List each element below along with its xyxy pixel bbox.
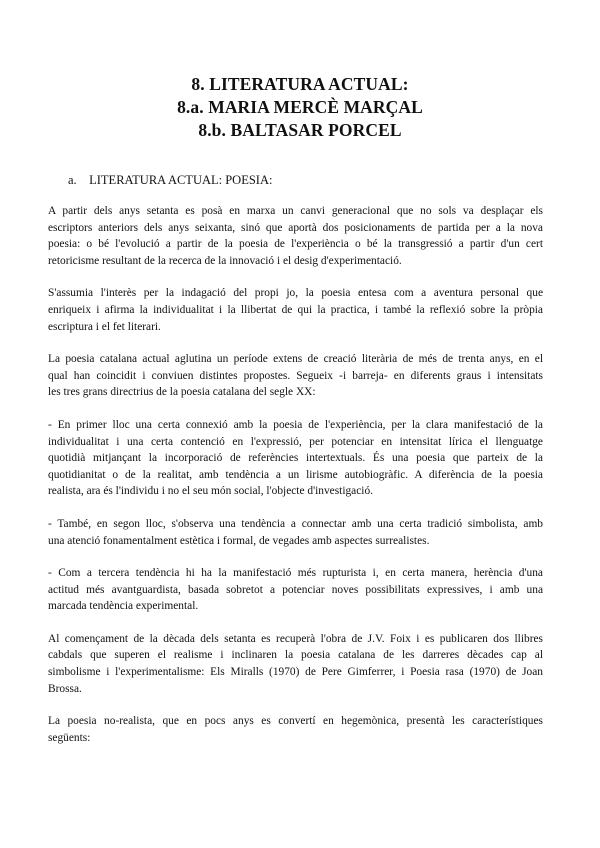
paragraph-line: quotidià mitjançant la incorporació de referències intertextuals. És una poesia que parteix de la [48, 452, 543, 465]
paragraph-line: individualitat i una certa contenció en l'expressió, per potenciar en intensitat lírica el llenguatge [48, 435, 543, 448]
paragraph-line: - També, en segon lloc, s'observa una tendència a connectar amb una certa tradició simbolista, amb [48, 517, 543, 530]
section-title: LITERATURA ACTUAL: POESIA: [89, 173, 273, 187]
paragraph-line: simbolisme i l'experimentalisme: Els Miralls (1970) de Pere Gimferrer, i Poesia rasa (1970) de Joan [48, 666, 543, 679]
title-line-2: 8.a. MARIA MERCÈ MARÇAL [177, 97, 423, 117]
paragraph-line: La poesia catalana actual aglutina un període extens de creació literària de més de trenta anys, en el [48, 353, 543, 366]
paragraph-line: poesia: o bé l'evolució a partir de la poesia de l'experiència o bé la transgressió a partir d'un cert [48, 238, 543, 251]
paragraph-7 [48, 631, 543, 697]
paragraph-line: marcada tendència experimental. [48, 600, 199, 613]
paragraph-5 [48, 516, 543, 549]
paragraph-4 [48, 417, 543, 500]
paragraph-line: qual han coincidit i conviuen distintes propostes. Segueix -i barreja- en diferents graus i intensitats [48, 369, 543, 382]
paragraph-3 [48, 351, 543, 401]
paragraph-line: enriqueix i afirma la individualitat i la llibertat de qui la practica, i també la reflexió sobre la pròpia [48, 303, 543, 316]
paragraph-8 [48, 713, 543, 746]
paragraph-line: escriptura i el fet literari. [48, 320, 161, 333]
paragraph-line: A partir dels anys setanta es posà en marxa un canvi generacional que no sols va desplaçar els [48, 205, 543, 217]
paragraph-line: escriptors anteriors dels anys seixanta, sinó que aportà dos posicionaments de partida per a la nova [48, 221, 543, 234]
paragraph-line: La poesia no-realista, que en pocs anys es convertí en hegemònica, presentà les característiques [48, 715, 543, 728]
paragraph-line: una atenció fonamentalment estètica i formal, de vegades amb aspectes surrealistes. [48, 534, 430, 547]
paragraph-line: cabdals que superen el realisme i inclinaren la poesia catalana de les darreres dècades cap al [48, 649, 543, 662]
paragraph-line: Al començament de la dècada dels setanta es recuperà l'obra de J.V. Foix i es publicaren dos llibres [48, 632, 543, 645]
document-body [48, 203, 543, 746]
paragraph-line: S'assumia l'interès per la indagació del propi jo, la poesia entesa com a aventura personal que [48, 287, 543, 300]
title-line-1: 8. LITERATURA ACTUAL: [191, 74, 409, 94]
paragraph-line: les tres grans directrius de la poesia catalana del segle XX: [48, 386, 316, 399]
title-line-3: 8.b. BALTASAR PORCEL [198, 120, 402, 140]
paragraph-line: Brossa. [48, 682, 82, 695]
paragraph-line: quotidianitat o de la realitat, amb tendència a un lirisme autobiogràfic. A diferència de la poesia [48, 468, 543, 481]
section-marker: a. [68, 173, 77, 187]
paragraph-6 [48, 565, 543, 615]
paragraph-line: retoricisme resultant de la recerca de la innovació i el desig d'experimentació. [48, 254, 402, 267]
paragraph-line: - En primer lloc una certa connexió amb la poesia de l'experiència, per la clara manifestació de la [48, 418, 543, 431]
section-heading [68, 172, 272, 188]
paragraph-line: següents: [48, 731, 91, 744]
paragraph-1 [48, 203, 543, 269]
paragraph-line: actitud més avantguardista, basada sobretot a potenciar noves possibilitats expressives, i amb una [48, 583, 543, 596]
document-title [0, 73, 600, 142]
paragraph-2 [48, 285, 543, 335]
paragraph-line: realista, ara és l'individu i no el seu món social, l'objecte d'investigació. [48, 485, 374, 498]
paragraph-line: - Com a tercera tendència hi ha la manifestació més rupturista i, en certa manera, herència d'una [48, 567, 543, 580]
